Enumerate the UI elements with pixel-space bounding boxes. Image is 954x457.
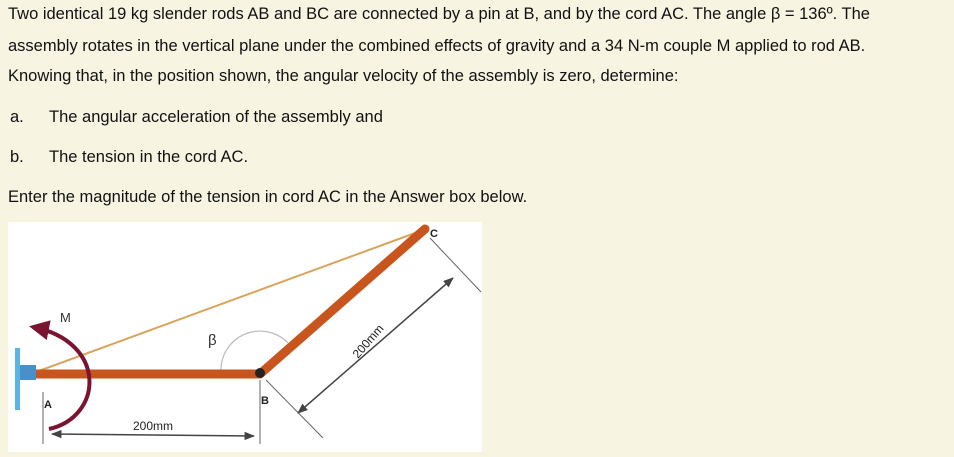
- label-a: A: [44, 399, 52, 411]
- label-c: C: [430, 228, 438, 240]
- pin-b: [255, 368, 265, 378]
- label-b: B: [261, 395, 269, 407]
- instruction-text: Enter the magnitude of the tension in cord AC in the Answer box below.: [8, 188, 528, 206]
- extension-line-c: [430, 238, 481, 292]
- rod-assembly-figure: [8, 222, 482, 452]
- problem-line-1: Two identical 19 kg slender rods AB and BC are connected by a pin at B, and by the cord AC. The angle β = 136º. The: [8, 5, 870, 23]
- item-b-marker: b.: [10, 148, 24, 166]
- item-a-marker: a.: [10, 108, 24, 126]
- problem-line-2: assembly rotates in the vertical plane under the combined effects of gravity and a 34 N-m couple M applied to rod AB.: [8, 37, 866, 55]
- wall-support: [15, 348, 20, 410]
- beta-angle-arc: [221, 331, 288, 372]
- support-bracket: [20, 365, 36, 380]
- label-m: M: [60, 310, 71, 325]
- rod-bc: [260, 229, 425, 374]
- item-a-text: The angular acceleration of the assembly and: [49, 108, 383, 126]
- dimension-ab-label: 200mm: [133, 419, 174, 433]
- extension-line-b2: [266, 380, 323, 438]
- label-beta: β: [208, 332, 217, 349]
- item-b-text: The tension in the cord AC.: [49, 148, 249, 166]
- problem-line-3: Knowing that, in the position shown, the angular velocity of the assembly is zero, determine:: [8, 67, 679, 85]
- dimension-ab-arrow: [52, 434, 254, 436]
- dimension-bc-arrow: [298, 278, 453, 413]
- dimension-bc-label: 200mm: [349, 321, 387, 361]
- figure-svg: [8, 222, 482, 452]
